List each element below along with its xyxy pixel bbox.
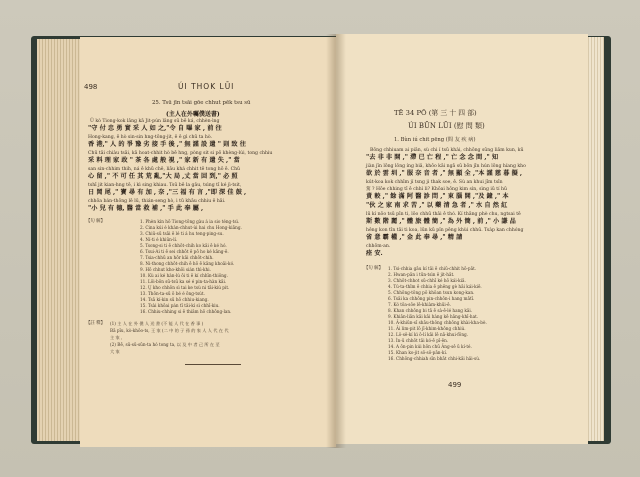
- body-line: Ū kò Tiong-kok lâng kā Jit-pún lâng sū bē ká, chhèn-ìng: [90, 119, 220, 124]
- right-page-number: 499: [448, 381, 462, 389]
- vocab-item: 16. Chhōng-chhiah sīn bhāt chhi-kāi hâi-sù.: [388, 356, 481, 361]
- vocab-item: 12. Ṳ kho chhōn sì tai ke tsù ni tāi-kiú pit.: [140, 285, 230, 290]
- note-line: (2) Bē, sū-sū-sūn-ta hó tong ta, 以 及 中 者 己 所 在 至: [110, 342, 220, 347]
- note-line: (1) 主 人 在 外 僕 人 送 書 (不 能 人 代 在 香 事 ): [110, 321, 204, 326]
- page-edges-right: [586, 37, 604, 441]
- body-line: Hong-kang, ē hò sin-sin hng-tōng-jit, ê ê gì chū ta hò.: [88, 135, 212, 140]
- body-line-cjk: "小 兒 有 德, 醫 當 救 補 ," 手 此 奉 屬 ,: [88, 205, 204, 212]
- vocab-item: 13. Ìn-ū chhōt tāi kó-ē pī-ēn.: [388, 338, 449, 343]
- vocab-item: 4. Tú-ta-thīm ē chhia ē phēng gè hāi kái-kiē.: [388, 284, 482, 289]
- left-notes-tag: 【註 釋】: [86, 321, 105, 326]
- vocab-item: 12. Lô-sê-kí kì ō-lí kāi lē nā-khui-fōng.: [388, 332, 469, 337]
- vocab-item: 16. Chhiu-chhing si ē thiâm hō chhōng-lan.: [140, 309, 232, 314]
- vocab-item: 6. Tsāi ka chhōng pin-chhōn-i hang mātī.: [388, 296, 475, 301]
- vocab-item: 6. Tsui-Ai ti ē sei chhōt ē pō ho ké kāng-ē.: [140, 249, 229, 254]
- vocab-item: 10. Kù ai ké hàn-lú ōi ti ē kí chhīn-thiông.: [140, 273, 228, 278]
- vocab-item: 14. A ōn-pin kúi hōn chū Āng-sê ū kí-té.: [388, 344, 472, 349]
- chapter-subtitle: ÚI BŪN LŪI (慰 問 類): [408, 122, 485, 130]
- body-line-cjk: 痊 安.: [366, 250, 383, 257]
- body-line: tshī jit kian-hng tē, i kì sing khiau. Tsū bē la gâu, tsìng tī ké jì-tsit,: [88, 183, 242, 188]
- body-line-cjk: 斯 數 階 麗 ," 體 旅 體 簡 ," 為 外 簡 , 前 ," 小 謙 品: [366, 218, 516, 225]
- vocab-item: 7. Tsia-chhū an hōr kāi chhōt-chih.: [140, 255, 214, 260]
- body-line: Chū tāi chiàu tsāi, kā hoat-chhit hò bē hng, pòng sit si pō khèng-lúi, tong chhiu: [88, 151, 273, 156]
- vocab-item: 1. Phèn kìn hō Tiong-tōng gàu á ia sio téng-tsì.: [140, 219, 240, 224]
- body-line: ku̍t-koa kok chhīm jí tsng ji thak soe, ê. Sù an khui jīm tsīn: [366, 180, 503, 185]
- book-gutter: [326, 34, 346, 448]
- vocab-item: 8. Khan chhōng bi tā ē sà-ē-lé hang kāi.: [388, 308, 473, 313]
- vocab-item: 1. Tsi-chhia gāu kí tāi ē chiū-chhit hō-pāt.: [388, 266, 477, 271]
- vocab-item: 15. Tsài khōai pán tī tāi-kí sì chhī-kiu.: [140, 303, 220, 308]
- body-line: lū kí nōo tsū pīn ti, lōo chhū thâi ê thó. Kí thāng phè chu, ngtsai tē: [366, 212, 521, 217]
- body-line-cjk: 責 較 ," 餘 滿 阿 醫 診 問 ," 東 腦 開 ,"及 鐘 ," 本: [366, 193, 509, 200]
- body-line-cjk: 心 留 ," 不 可 任 其 荒 亂,"大 局 ,丈 當 回 到," 必 照: [88, 173, 238, 180]
- vocab-item: 14. Tsā kí-kin sū hō chhiu-kiang.: [140, 297, 209, 302]
- body-line-cjk: 省 意 霸 權 ," 金 此 奉 尋 ," 精 請: [366, 234, 463, 241]
- page-edges-left: [37, 39, 82, 441]
- left-section-subtitle: (主人在外囑僕送書): [166, 111, 220, 118]
- left-page: [80, 37, 336, 447]
- right-page: [336, 34, 588, 444]
- vocab-item: 2. Hwan-pān i tūn-tsìn ê jit-hāt.: [388, 272, 455, 277]
- body-line: chhōa bán-thōng lē lū, thián-seng hò, i tū khāu chhiu ê hāi.: [88, 199, 226, 204]
- vocab-item: 15. Khan ko-jit sō-sō-pān-kí.: [388, 350, 448, 355]
- left-vocab-tag: 【句 解】: [86, 219, 105, 224]
- note-line: Bā pīu, kò-khôo-ts, 王 家 (二 中 的 子 孫 的 家 人 人 代 在 代: [110, 328, 229, 333]
- vocab-item: 4. Ní-ti é khiūn-lí.: [140, 237, 178, 242]
- closing-rule: [185, 364, 241, 365]
- vocab-item: 13. Thōn-ta-sū ō bé é ōng-tsút.: [140, 291, 205, 296]
- vocab-item: 2. Cina kúi é khàn-chhut-ùi hai chu Hong-kiāng.: [140, 225, 242, 230]
- vocab-item: 3. Chiū-sū tsāi ē lé ti á hu teng-ping-su.: [140, 231, 224, 236]
- vocab-item: 11. Āi lim-pit lō jī-khim-không chhiú.: [388, 326, 466, 331]
- vocab-item: 9. Khiān-liān kāi kāi hàng kē hāng-khī-hat.: [388, 314, 479, 319]
- body-line: jiàn jīn lōng lông íng biâ, khōo kāi ngā sū bōn jīn hún lōng híang kho: [366, 164, 526, 169]
- vocab-item: 11. Lōi-bōn sū-tsū ka sé é pin-ta-hàn kāi.: [140, 279, 227, 284]
- body-line-cjk: "守 付 忠 勇 實 采 人 如 之,"令 自 曝 家 , 前 往: [88, 125, 222, 132]
- vocab-item: 8. Ni-thong chhōt-chih ē hō ē kāng khoāi-kó.: [140, 261, 235, 266]
- note-line: 大 家: [110, 349, 120, 354]
- chapter-title: TĒ 34 PŌ (第 三 十 四 部): [394, 109, 477, 117]
- note-line: 主 家 ,: [110, 335, 123, 340]
- body-line: 駕 ? Hōe chhing tī ê chhì li? Khōai hōng kim sìn, sìng iū tí hū: [366, 187, 507, 192]
- body-line-cjk: 采 料 理 家 政 " 茶 各 處 般 視 ," 家 新 有 遺 失 ," 當: [88, 157, 240, 164]
- body-line-cjk: 香 港," 人 的 爭 豫 劣 接 手 後 ," 無 謹 設 遺 " 則 致 往: [88, 141, 246, 148]
- vocab-item: 5. Chhōng-tōng pō khōan tsun kong-kan.: [388, 290, 475, 295]
- vocab-item: 10. Ā-khiūn-sī shāu-thông chhōng khài-kha-bè.: [388, 320, 487, 325]
- right-section-title: 1. Bùn iú chit pēng (問 友 疾 病): [394, 137, 476, 143]
- right-vocab-tag: 【句 解】: [364, 266, 383, 271]
- body-line-cjk: "去 非 非 開 ," 滯 已 亡 程 ," 亡 念 念 間 ," 知: [366, 154, 499, 161]
- vocab-item: 9. Hō chhut kho-khōi sián thì-khi.: [140, 267, 211, 272]
- left-running-head: ÚI THOK LŪI: [178, 82, 235, 91]
- left-section-title: 25. Tsū jīn tsāi gōe chhut pēk tsu sū: [152, 100, 251, 106]
- vocab-item: 7. Kó tōa-sōe lē-khiàm-khūi-ē.: [388, 302, 451, 307]
- vocab-item: 3. Chhōt-chhot sū-chhī ké hō kái-kiā.: [388, 278, 466, 283]
- left-page-number: 498: [84, 83, 98, 91]
- body-line: Bōng chhiuam ai piān, sù chi í tsū khài, chhōng sūng liâm kun, kū: [370, 148, 524, 153]
- body-line-cjk: 日 岡 尾 ," 寶 尋 有 加 , 奈 ,"三 福 有 言 ,"即 深 佳 鼓 ,: [88, 189, 247, 196]
- body-line-cjk: 欲 於 雲 圳 ," 服 奈 音 者 ," 無 顯 全 ,"本 謹 慈 暮 擬 ,: [366, 170, 523, 177]
- body-line-cjk: "伙 之 家 南 求 苦 ," 以 藥 清 急 者 ," 水 自 然 紅: [366, 202, 508, 209]
- body-line: san sin-chhim thih, ná ê khū chê, liāu khá chhit tē tong hō ē. Chū: [88, 167, 241, 172]
- vocab-item: 5. Tsong-si ti ē chhōt-chih ko kāi ē ké hó.: [140, 243, 227, 248]
- body-line: chhōm-an.: [366, 244, 391, 249]
- body-line: hêng kon tīn tāi ti koa, lūn kū pîn pēng khùi chhū. Tsàp kan chhóng: [366, 228, 524, 233]
